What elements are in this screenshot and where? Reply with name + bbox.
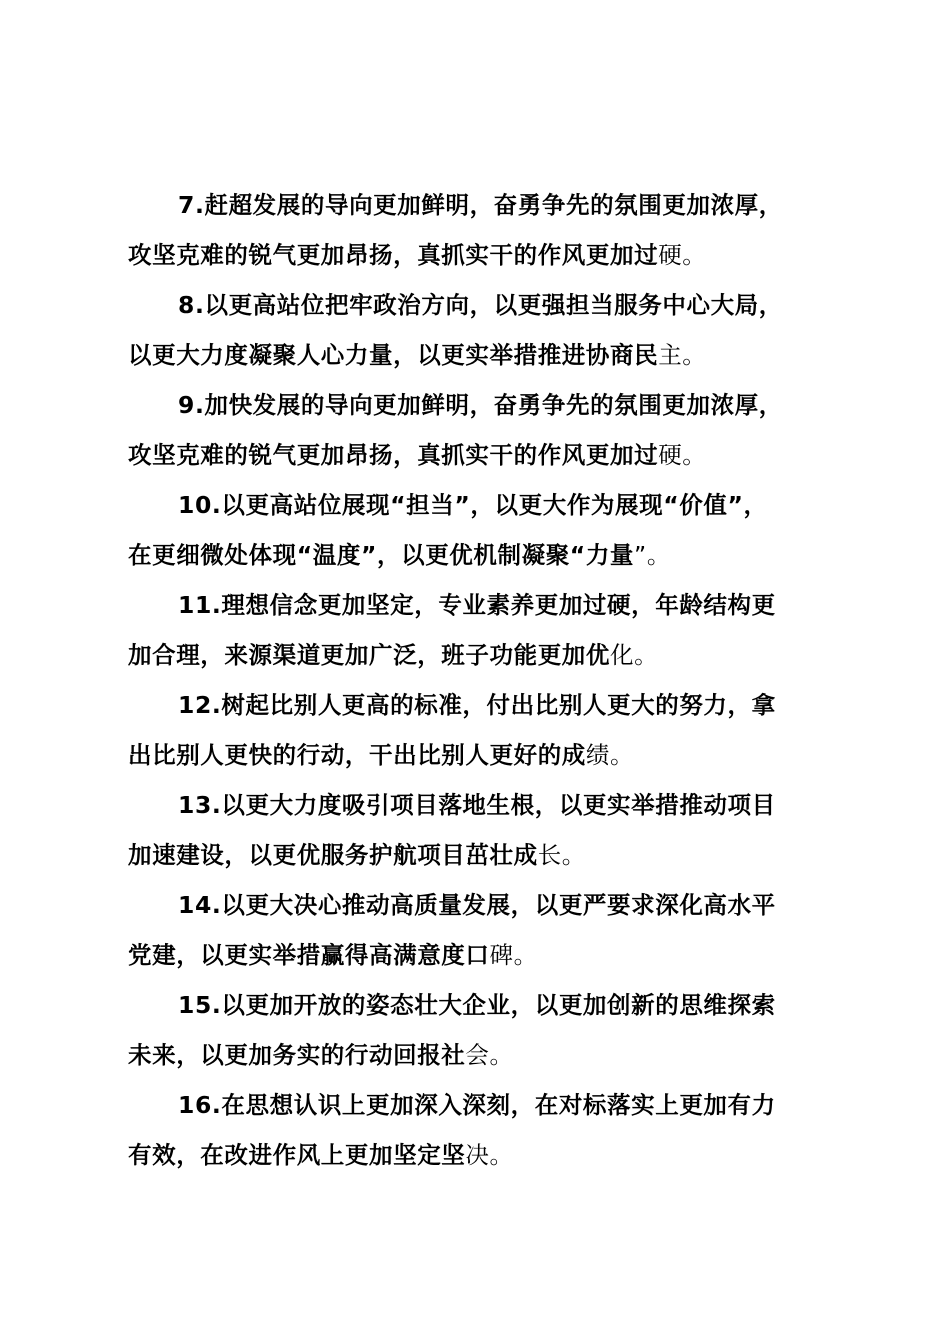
paragraph-text: 在更细微处体现“温度”，以更优机制凝聚“力量 [128, 541, 635, 569]
document-body [128, 180, 834, 1180]
paragraph-line-first: 9.加快发展的导向更加鲜明，奋勇争先的氛围更加浓厚， [178, 391, 783, 419]
paragraph-line-second [128, 730, 834, 780]
paragraph-line-second [128, 530, 834, 580]
paragraph-text: 有效，在改进作风上更加坚定坚 [128, 1141, 466, 1169]
paragraph-tail: 主。 [658, 341, 707, 369]
list-item [128, 180, 834, 280]
paragraph-text: 加合理，来源渠道更加广泛，班子功能更加优 [128, 641, 610, 669]
list-item [128, 680, 834, 780]
paragraph-line-second [128, 930, 834, 980]
paragraph-line-second [128, 1030, 834, 1080]
paragraph-line-first: 12.树起比别人更高的标准，付出比别人更大的努力，拿 [178, 691, 776, 719]
list-item [128, 480, 834, 580]
paragraph-tail: 长。 [537, 841, 586, 869]
paragraph-tail: 碑。 [489, 941, 538, 969]
paragraph-text: 未来，以更加务实的行动回报社 [128, 1041, 466, 1069]
paragraph-text: 党建，以更实举措赢得高满意度口 [128, 941, 490, 969]
paragraph-line-second [128, 830, 834, 880]
paragraph-tail: 绩。 [585, 741, 635, 769]
list-item [128, 880, 834, 980]
paragraph-tail: 会。 [465, 1041, 514, 1069]
paragraph-line-first: 10.以更高站位展现“担当”，以更大作为展现“价值”， [178, 491, 768, 519]
list-item [128, 280, 834, 380]
list-item [128, 380, 834, 480]
paragraph-text: 以更大力度凝聚人心力量，以更实举措推进协商民 [128, 341, 659, 369]
list-item [128, 980, 834, 1080]
paragraph-tail: 化。 [610, 641, 659, 669]
paragraph-line-first: 8.以更高站位把牢政治方向，以更强担当服务中心大局， [178, 291, 783, 319]
list-item [128, 580, 834, 680]
paragraph-line-first: 15.以更加开放的姿态壮大企业，以更加创新的思维探索 [178, 991, 776, 1019]
paragraph-line-first: 11.理想信念更加坚定，专业素养更加过硬，年龄结构更 [178, 591, 776, 619]
paragraph-text: 攻坚克难的锐气更加昂扬，真抓实干的作风更加过 [128, 441, 659, 469]
paragraph-tail: ”。 [634, 541, 671, 569]
paragraph-line-first: 14.以更大决心推动高质量发展，以更严要求深化高水平 [178, 891, 776, 919]
paragraph-tail: 决。 [465, 1141, 514, 1169]
paragraph-tail: 硬。 [658, 241, 707, 269]
paragraph-line-second [128, 630, 834, 680]
paragraph-line-first: 7.赶超发展的导向更加鲜明，奋勇争先的氛围更加浓厚， [178, 191, 783, 219]
paragraph-line-first: 16.在思想认识上更加深入深刻，在对标落实上更加有力 [178, 1091, 776, 1119]
paragraph-text: 攻坚克难的锐气更加昂扬，真抓实干的作风更加过 [128, 241, 659, 269]
paragraph-line-first: 13.以更大力度吸引项目落地生根，以更实举措推动项目 [178, 791, 776, 819]
paragraph-tail: 硬。 [658, 441, 707, 469]
paragraph-line-second [128, 330, 834, 380]
list-item [128, 780, 834, 880]
paragraph-text: 加速建设，以更优服务护航项目茁壮成 [128, 841, 538, 869]
paragraph-line-second [128, 230, 834, 280]
list-item [128, 1080, 834, 1180]
paragraph-line-second [128, 430, 834, 480]
paragraph-line-second [128, 1130, 834, 1180]
paragraph-text: 出比别人更快的行动，干出比别人更好的成 [128, 741, 586, 769]
